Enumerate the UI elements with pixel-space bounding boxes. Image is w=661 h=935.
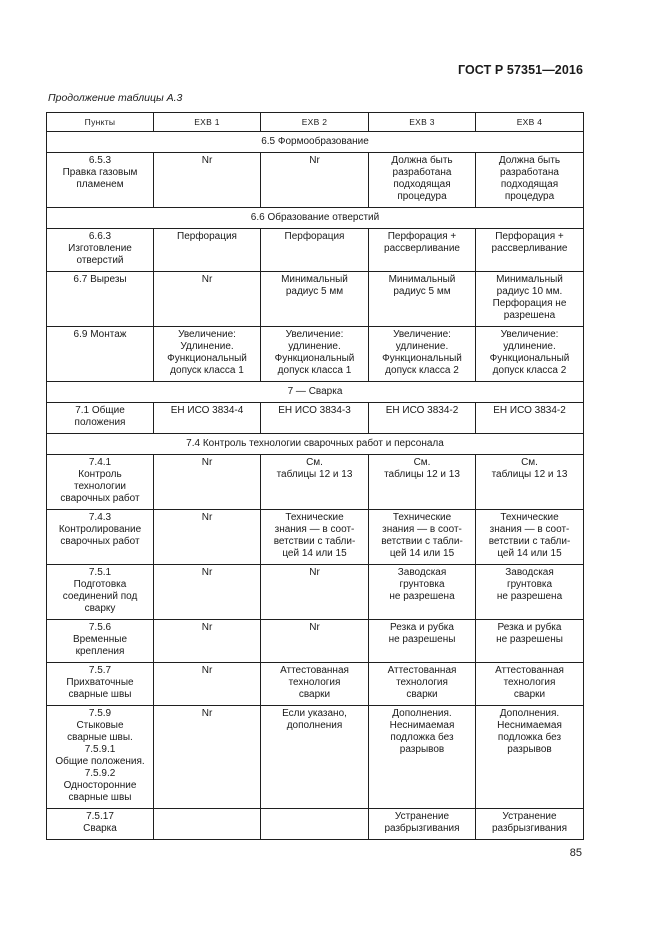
exc1-cell: Nr xyxy=(154,153,261,208)
clause-cell: 7.5.7 Прихваточные сварные швы xyxy=(47,663,154,706)
clause-cell: 6.6.3 Изготовление отверстий xyxy=(47,229,154,272)
table-row xyxy=(47,455,584,510)
clause-cell: 7.5.17 Сварка xyxy=(47,809,154,840)
exc2-cell: Технические знания — в соот- ветствии с табли- цей 14 или 15 xyxy=(261,510,369,565)
section-row xyxy=(47,132,584,153)
exc1-cell: Увеличение: Удлинение. Функциональный допуск класса 1 xyxy=(154,327,261,382)
section-row xyxy=(47,434,584,455)
exc2-cell xyxy=(261,809,369,840)
column-header-exc4: ЕХВ 4 xyxy=(476,113,584,132)
exc2-cell: Увеличение: удлинение. Функциональный допуск класса 1 xyxy=(261,327,369,382)
exc4-cell: Технические знания — в соот- ветствии с табли- цей 14 или 15 xyxy=(476,510,584,565)
exc2-cell: Перфорация xyxy=(261,229,369,272)
table-header-row xyxy=(47,113,584,132)
table-row xyxy=(47,327,584,382)
clause-cell: 7.4.1 Контроль технологии сварочных работ xyxy=(47,455,154,510)
clause-cell: 7.1 Общие положения xyxy=(47,403,154,434)
page-number: 85 xyxy=(569,847,582,859)
exc4-cell: Увеличение: удлинение. Функциональный допуск класса 2 xyxy=(476,327,584,382)
exc1-cell: Nr xyxy=(154,565,261,620)
exc1-cell xyxy=(154,809,261,840)
exc2-cell: ЕН ИСО 3834-3 xyxy=(261,403,369,434)
exc4-cell: См. таблицы 12 и 13 xyxy=(476,455,584,510)
exc2-cell: Минимальный радиус 5 мм xyxy=(261,272,369,327)
document-code: ГОСТ Р 57351—2016 xyxy=(457,63,583,77)
exc4-cell: Перфорация + рассверливание xyxy=(476,229,584,272)
exc3-cell: Дополнения. Неснимаемая подложка без разрывов xyxy=(369,706,476,809)
exc3-cell: Увеличение: удлинение. Функциональный допуск класса 2 xyxy=(369,327,476,382)
exc4-cell: Резка и рубка не разрешены xyxy=(476,620,584,663)
table-row xyxy=(47,706,584,809)
table-row xyxy=(47,153,584,208)
exc3-cell: Резка и рубка не разрешены xyxy=(369,620,476,663)
clause-cell: 6.7 Вырезы xyxy=(47,272,154,327)
exc4-cell: Заводская грунтовка не разрешена xyxy=(476,565,584,620)
column-header-exc1: ЕХВ 1 xyxy=(154,113,261,132)
clause-cell: 6.9 Монтаж xyxy=(47,327,154,382)
exc1-cell: Nr xyxy=(154,663,261,706)
exc3-cell: Должна быть разработана подходящая процедура xyxy=(369,153,476,208)
exc3-cell: ЕН ИСО 3834-2 xyxy=(369,403,476,434)
exc1-cell: Nr xyxy=(154,620,261,663)
exc1-cell: Nr xyxy=(154,510,261,565)
exc1-cell: Nr xyxy=(154,272,261,327)
exc4-cell: Дополнения. Неснимаемая подложка без разрывов xyxy=(476,706,584,809)
section-heading: 6.5 Формообразование xyxy=(47,132,584,153)
exc3-cell: Перфорация + рассверливание xyxy=(369,229,476,272)
section-heading: 6.6 Образование отверстий xyxy=(47,208,584,229)
exc2-cell: Аттестованная технология сварки xyxy=(261,663,369,706)
table-caption: Продолжение таблицы А.3 xyxy=(48,92,183,104)
table-row xyxy=(47,403,584,434)
exc3-cell: Устранение разбрызгивания xyxy=(369,809,476,840)
clause-cell: 6.5.3 Правка газовым пламенем xyxy=(47,153,154,208)
exc3-cell: См. таблицы 12 и 13 xyxy=(369,455,476,510)
exc2-cell: Если указано, дополнения xyxy=(261,706,369,809)
exc3-cell: Минимальный радиус 5 мм xyxy=(369,272,476,327)
exc1-cell: Nr xyxy=(154,706,261,809)
exc3-cell: Заводская грунтовка не разрешена xyxy=(369,565,476,620)
exc3-cell: Технические знания — в соот- ветствии с табли- цей 14 или 15 xyxy=(369,510,476,565)
table-row xyxy=(47,809,584,840)
column-header-exc3: ЕХВ 3 xyxy=(369,113,476,132)
exc2-cell: Nr xyxy=(261,620,369,663)
section-heading: 7.4 Контроль технологии сварочных работ и персонала xyxy=(47,434,584,455)
clause-cell: 7.5.6 Временные крепления xyxy=(47,620,154,663)
exc4-cell: Аттестованная технология сварки xyxy=(476,663,584,706)
table-row xyxy=(47,620,584,663)
exc1-cell: Nr xyxy=(154,455,261,510)
exc4-cell: Устранение разбрызгивания xyxy=(476,809,584,840)
section-row xyxy=(47,382,584,403)
clause-cell: 7.5.1 Подготовка соединений под сварку xyxy=(47,565,154,620)
section-heading: 7 — Сварка xyxy=(47,382,584,403)
exc4-cell: Должна быть разработана подходящая процедура xyxy=(476,153,584,208)
table-row xyxy=(47,510,584,565)
section-row xyxy=(47,208,584,229)
requirements-table xyxy=(46,112,584,840)
clause-cell: 7.4.3 Контролирование сварочных работ xyxy=(47,510,154,565)
column-header-exc2: ЕХВ 2 xyxy=(261,113,369,132)
exc1-cell: Перфорация xyxy=(154,229,261,272)
exc2-cell: Nr xyxy=(261,565,369,620)
table-row xyxy=(47,272,584,327)
exc1-cell: ЕН ИСО 3834-4 xyxy=(154,403,261,434)
column-header-items: Пункты xyxy=(47,113,154,132)
table-row xyxy=(47,663,584,706)
exc2-cell: Nr xyxy=(261,153,369,208)
table-row xyxy=(47,229,584,272)
table-row xyxy=(47,565,584,620)
exc3-cell: Аттестованная технология сварки xyxy=(369,663,476,706)
clause-cell: 7.5.9 Стыковые сварные швы. 7.5.9.1 Общие положения. 7.5.9.2 Односторонние сварные швы xyxy=(47,706,154,809)
exc4-cell: ЕН ИСО 3834-2 xyxy=(476,403,584,434)
exc2-cell: См. таблицы 12 и 13 xyxy=(261,455,369,510)
exc4-cell: Минимальный радиус 10 мм. Перфорация не разрешена xyxy=(476,272,584,327)
